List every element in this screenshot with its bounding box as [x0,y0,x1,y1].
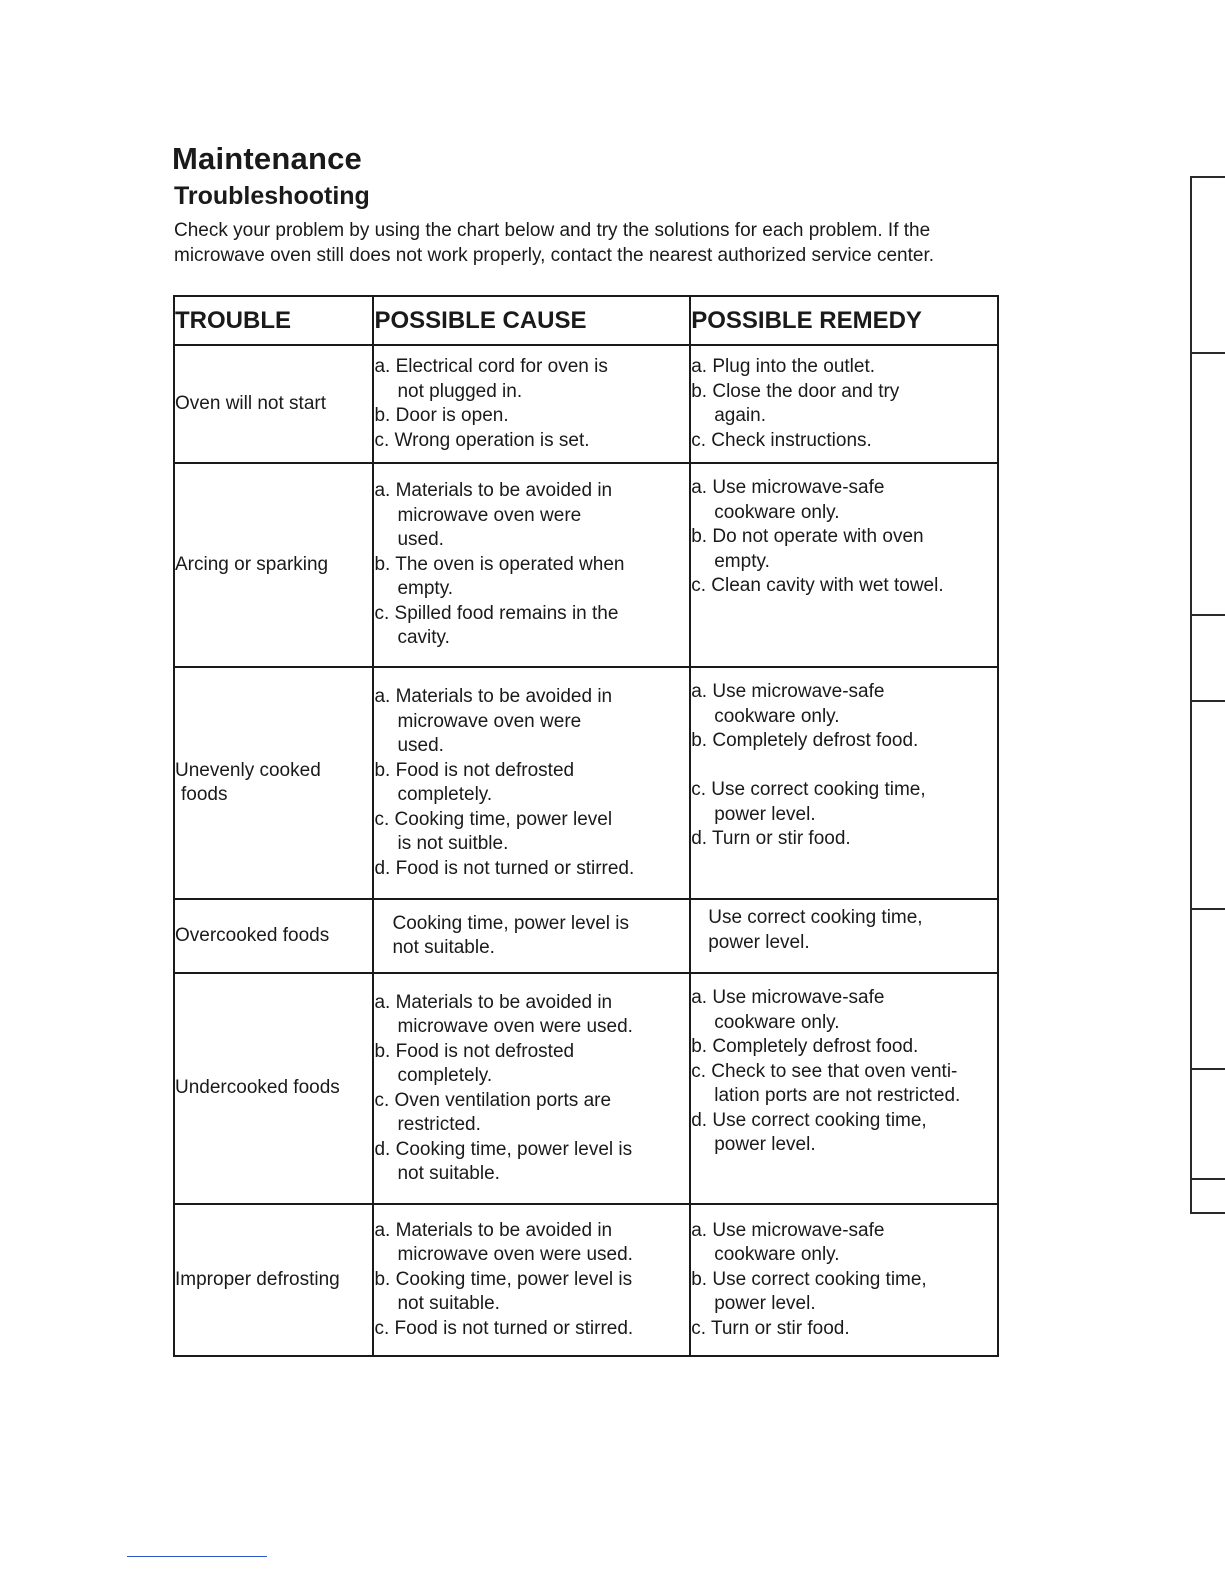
remedy-line: c. Check to see that oven venti- [691,1060,958,1082]
remedy-line: d. Turn or stir food. [691,828,851,849]
intro-line: microwave oven still does not work properly, contact the nearest authorized service center. [174,245,935,266]
trouble-text: Undercooked foods [175,1077,340,1099]
cause-line: a. Materials to be avoided in [374,480,613,502]
remedy-line: a. Use microwave-safe [691,681,885,702]
cause-line: cavity. [397,627,450,649]
cause-cell [373,1204,690,1356]
remedy-spacer [691,754,997,779]
cause-line: a. Materials to be avoided in [374,1219,613,1241]
table-row [174,899,998,973]
cause-line: d. Food is not turned or stirred. [374,857,635,879]
cause-line: a. Materials to be avoided in [374,991,613,1013]
remedy-line: power level. [714,1293,816,1315]
tab-divider [1190,908,1225,910]
cause-line: not plugged in. [397,380,523,402]
cause-line: used. [397,735,444,756]
cause-line: a. Materials to be avoided in [374,686,613,707]
cause-line: not suitable. [392,937,495,958]
remedy-cell [690,973,998,1204]
trouble-text: Improper defrosting [175,1268,340,1290]
header-trouble: TROUBLE [174,296,373,345]
cause-line: c. Wrong operation is set. [374,429,590,451]
footer-link-underline [127,1556,267,1557]
remedy-line: c. Use correct cooking time, [691,779,926,800]
cause-line: microwave oven were used. [397,1244,633,1266]
cause-line: c. Food is not turned or stirred. [374,1317,634,1339]
table-row [174,667,998,899]
remedy-line: a. Plug into the outlet. [691,356,876,377]
cause-line: b. Cooking time, power level is [374,1268,633,1290]
cause-line: used. [397,529,444,551]
remedy-line: empty. [714,550,770,572]
cause-line: c. Cooking time, power level [374,808,613,830]
trouble-text: Arcing or sparking [175,553,329,575]
intro-paragraph [174,218,1014,268]
tab-edge-line [1190,176,1192,1214]
remedy-line: cookware only. [714,501,840,523]
remedy-line: power level. [714,1134,816,1155]
remedy-cell [690,345,998,463]
table-row [174,345,998,463]
remedy-line: Use correct cooking time, [708,907,923,928]
cause-line: not suitable. [397,1163,500,1184]
intro-line: Check your problem by using the chart below and try the solutions for each problem. If the [174,220,931,241]
cause-line: not suitable. [397,1293,500,1315]
remedy-line: b. Use correct cooking time, [691,1268,927,1290]
trouble-text: foods [181,784,228,805]
cause-cell [373,463,690,667]
cause-cell [373,973,690,1204]
remedy-line: power level. [714,803,816,825]
remedy-line: a. Use microwave-safe [691,1219,885,1241]
remedy-line: cookware only. [714,1244,840,1266]
table-row [174,463,998,667]
remedy-line: b. Do not operate with oven [691,526,924,547]
cause-line: b. Door is open. [374,405,509,426]
troubleshooting-table [173,295,999,1357]
cause-line: is not suitble. [397,833,509,854]
remedy-line: b. Completely defrost food. [691,1036,919,1057]
remedy-line: cookware only. [714,1011,840,1033]
cause-cell [373,667,690,899]
remedy-line: c. Turn or stir food. [691,1317,850,1339]
trouble-cell [174,667,373,899]
remedy-line: power level. [708,931,810,953]
trouble-text: Oven will not start [175,392,326,414]
remedy-cell [690,899,998,973]
cause-line: c. Spilled food remains in the [374,602,619,624]
tab-divider [1190,1212,1225,1214]
trouble-cell [174,463,373,667]
cause-line: microwave oven were [397,710,582,732]
remedy-line: a. Use microwave-safe [691,477,885,498]
section-title: Troubleshooting [174,182,370,210]
remedy-line: a. Use microwave-safe [691,987,885,1008]
cause-cell [373,899,690,973]
tab-divider [1190,700,1225,702]
cause-line: b. The oven is operated when [374,553,625,575]
cause-line: b. Food is not defrosted [374,1040,575,1062]
cause-line: microwave oven were used. [397,1016,633,1037]
trouble-cell [174,973,373,1204]
header-possible-remedy: POSSIBLE REMEDY [690,296,998,345]
cause-line: b. Food is not defrosted [374,759,575,781]
cause-line: microwave oven were [397,504,582,526]
tab-divider [1190,176,1225,178]
cause-line: empty. [397,578,454,600]
cause-line: completely. [397,1065,493,1086]
cause-line: c. Oven ventilation ports are [374,1089,612,1111]
remedy-line: c. Clean cavity with wet towel. [691,575,944,596]
tab-divider [1190,614,1225,616]
cause-line: Cooking time, power level is [392,912,630,934]
header-possible-cause: POSSIBLE CAUSE [373,296,690,345]
tab-divider [1190,1068,1225,1070]
cause-line: completely. [397,784,493,805]
table-row [174,1204,998,1356]
remedy-cell [690,463,998,667]
remedy-cell [690,1204,998,1356]
page-title: Maintenance [172,141,362,176]
cause-line: d. Cooking time, power level is [374,1138,633,1160]
remedy-cell [690,667,998,899]
trouble-text: Unevenly cooked [175,759,321,781]
remedy-line: cookware only. [714,705,840,727]
remedy-line: b. Close the door and try [691,380,900,402]
remedy-line: d. Use correct cooking time, [691,1109,927,1131]
tab-divider [1190,1178,1225,1180]
remedy-line: again. [714,405,767,426]
section-index-tabs [1190,176,1225,1216]
cause-cell [373,345,690,463]
table-row [174,973,998,1204]
trouble-text: Overcooked foods [175,924,330,946]
table-header-row [174,296,998,345]
trouble-cell [174,345,373,463]
cause-line: restricted. [397,1114,481,1135]
trouble-cell [174,899,373,973]
remedy-line: lation ports are not restricted. [714,1085,961,1106]
tab-divider [1190,352,1225,354]
remedy-line: c. Check instructions. [691,429,872,451]
cause-line: a. Electrical cord for oven is [374,356,608,377]
remedy-line: b. Completely defrost food. [691,730,919,751]
trouble-cell [174,1204,373,1356]
